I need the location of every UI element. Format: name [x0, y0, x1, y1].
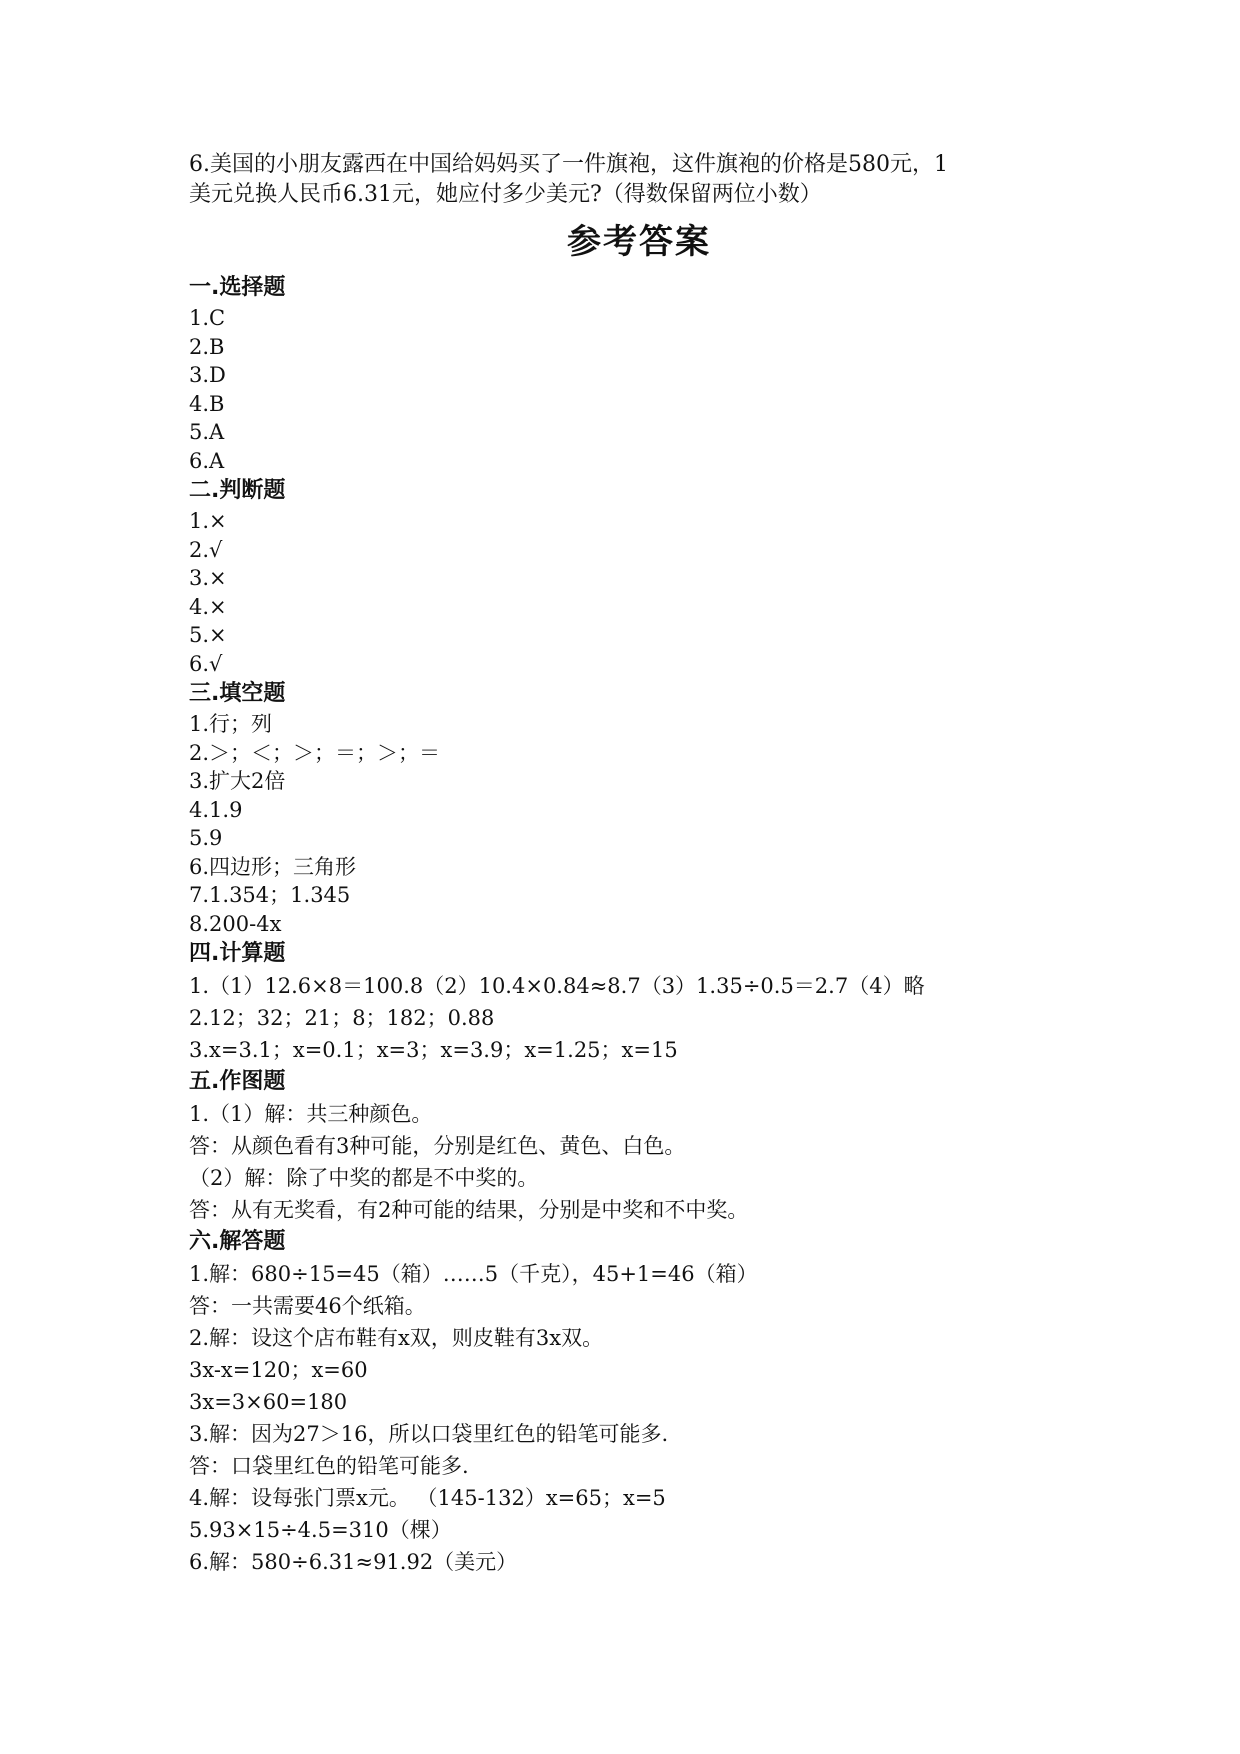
question-text-line-1: 6.美国的小朋友露西在中国给妈妈买了一件旗袍，这件旗袍的价格是580元，1 [189, 152, 948, 177]
answer-line: 2.＞；＜；＞；＝；＞；＝ [189, 740, 441, 765]
answer-line: 3.解：因为27＞16，所以口袋里红色的铅笔可能多. [189, 1422, 669, 1446]
section-fill-blank [189, 678, 1089, 938]
answer-line: 5.93×15÷4.5=310（棵） [189, 1518, 452, 1542]
answer-line: 4.1.9 [189, 797, 243, 822]
answer-line: 3x=3×60=180 [189, 1390, 348, 1414]
answer-line: 2.12；32；21；8；182；0.88 [189, 1006, 495, 1030]
answer-line: 答：口袋里红色的铅笔可能多. [189, 1454, 469, 1478]
answer-line: 1.× [189, 509, 227, 533]
answer-line: 2.√ [189, 537, 223, 562]
answer-line: 3.x=3.1；x=0.1；x=3；x=3.9；x=1.25；x=15 [189, 1038, 678, 1062]
answer-line: （2）解：除了中奖的都是不中奖的。 [189, 1166, 539, 1190]
section-title: 三.填空题 [189, 681, 286, 706]
section-title: 五.作图题 [189, 1069, 286, 1094]
answer-line: 5.9 [189, 826, 223, 850]
answer-line: 3.扩大2倍 [189, 769, 286, 793]
answer-line: 4.解：设每张门票x元。 （145-132）x=65；x=5 [189, 1486, 666, 1510]
answer-line: 3.× [189, 566, 227, 590]
answer-line: 4.B [189, 391, 225, 416]
section-title: 一.选择题 [189, 275, 286, 300]
answer-title: 参考答案 [567, 222, 711, 262]
section-calculation [189, 938, 1089, 1066]
question-text-line-2: 美元兑换人民币6.31元，她应付多少美元?（得数保留两位小数） [189, 182, 822, 207]
answer-line: 1.行；列 [189, 712, 273, 736]
answer-line: 6.√ [189, 651, 223, 676]
answer-line: 5.× [189, 623, 227, 647]
section-title: 二.判断题 [189, 478, 286, 503]
answer-line: 3x-x=120；x=60 [189, 1358, 368, 1382]
answer-line: 7.1.354；1.345 [189, 883, 351, 907]
section-title: 六.解答题 [189, 1229, 286, 1254]
answer-line: 1.（1）12.6×8＝100.8（2）10.4×0.84≈8.7（3）1.35÷0.5＝2.7（4）略 [189, 974, 925, 998]
answer-line: 6.A [189, 448, 225, 473]
answer-line: 答：从有无奖看，有2种可能的结果，分别是中奖和不中奖。 [189, 1198, 749, 1222]
answer-line: 3.D [189, 363, 226, 387]
section-judgement [189, 475, 1089, 678]
answer-line: 1.（1）解：共三种颜色。 [189, 1102, 433, 1126]
answer-line: 2.B [189, 334, 225, 359]
answer-line: 6.四边形；三角形 [189, 854, 357, 879]
answer-line: 2.解：设这个店布鞋有x双，则皮鞋有3x双。 [189, 1326, 604, 1350]
section-drawing [189, 1066, 1089, 1226]
answer-line: 1.解：680÷15=45（箱）……5（千克），45+1=46（箱） [189, 1262, 758, 1286]
section-title: 四.计算题 [189, 941, 286, 966]
answer-line: 5.A [189, 420, 225, 444]
section-solution [189, 1226, 1089, 1578]
answer-line: 4.× [189, 594, 227, 619]
document-content [189, 150, 1089, 1578]
answer-line: 6.解：580÷6.31≈91.92（美元） [189, 1550, 518, 1574]
section-choice [189, 272, 1089, 475]
answer-line: 8.200-4x [189, 911, 282, 936]
answer-line: 答：从颜色看有3种可能，分别是红色、黄色、白色。 [189, 1134, 686, 1158]
answer-line: 1.C [189, 306, 226, 330]
answer-line: 答：一共需要46个纸箱。 [189, 1294, 426, 1318]
